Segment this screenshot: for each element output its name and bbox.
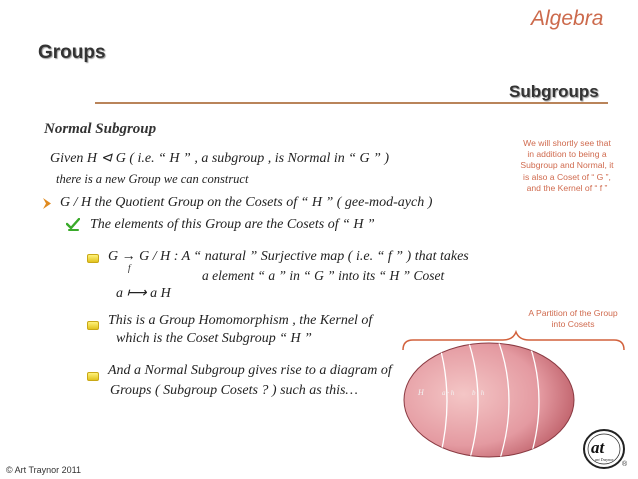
logo-text: at bbox=[591, 438, 605, 457]
square-bullet-icon bbox=[87, 254, 99, 263]
arrow-bullet-text: G / H the Quotient Group on the Cosets of “ H ” ( gee-mod-aych ) bbox=[60, 195, 433, 210]
map-line-2: a element “ a ” in “ G ” into its “ H ” Coset bbox=[202, 268, 445, 283]
coset-label-ah: a · h bbox=[442, 389, 455, 397]
square-bullet-icon bbox=[87, 321, 99, 330]
square-bullet-icon bbox=[87, 372, 99, 381]
subject-title: Algebra bbox=[531, 7, 604, 30]
diagram-line-1: And a Normal Subgroup gives rise to a diagram of bbox=[108, 363, 392, 378]
arrow-right-icon bbox=[41, 197, 53, 210]
checkmark-icon bbox=[66, 218, 80, 232]
section-title: Groups bbox=[38, 42, 106, 63]
side-note-line: into Cosets bbox=[551, 319, 595, 330]
side-note-line: in addition to being a bbox=[527, 149, 607, 160]
map-line-3: a ⟼ a H bbox=[116, 286, 171, 301]
art-traynor-logo bbox=[582, 428, 630, 470]
coset-label-bh: b · h bbox=[472, 389, 485, 397]
map-line-1: G → G / H : A “ natural ” Surjective map ( i.e. “ f ” ) that takes bbox=[108, 249, 469, 264]
subsection-title: Subgroups bbox=[509, 82, 599, 101]
check-bullet-text: The elements of this Group are the Cosets of “ H ” bbox=[90, 217, 375, 232]
side-note-line: and the Kernel of “ f ” bbox=[526, 182, 608, 193]
homomorphism-line-2: which is the Coset Subgroup “ H ” bbox=[116, 331, 312, 346]
side-note-line: A Partition of the Group bbox=[528, 308, 618, 318]
map-function-label: f bbox=[128, 263, 131, 273]
registered-mark: ® bbox=[622, 461, 628, 468]
given-line-1: Given H ⊲ G ( i.e. “ H ” , a subgroup , is Normal in “ G ” ) bbox=[50, 151, 390, 166]
side-note-line: Subgroup and Normal, it bbox=[520, 160, 614, 171]
diagram-line-2: Groups ( Subgroup Cosets ? ) such as this… bbox=[110, 383, 358, 398]
logo-caption: art Traynor bbox=[595, 457, 614, 462]
slide-heading: Normal Subgroup bbox=[44, 121, 157, 137]
side-note-kernel bbox=[503, 138, 631, 194]
homomorphism-line-1: This is a Group Homomorphism , the Kernel of bbox=[108, 313, 373, 328]
side-note-line: is also a Coset of “ G ”, bbox=[523, 171, 611, 182]
header-divider bbox=[95, 102, 608, 104]
group-oval bbox=[404, 343, 574, 457]
copyright-text: © Art Traynor 2011 bbox=[6, 465, 82, 475]
coset-label-h: H bbox=[418, 388, 424, 397]
side-note-line: We will shortly see that bbox=[523, 138, 611, 148]
given-line-2: there is a new Group we can construct bbox=[56, 172, 249, 186]
side-note-partition bbox=[519, 308, 627, 330]
